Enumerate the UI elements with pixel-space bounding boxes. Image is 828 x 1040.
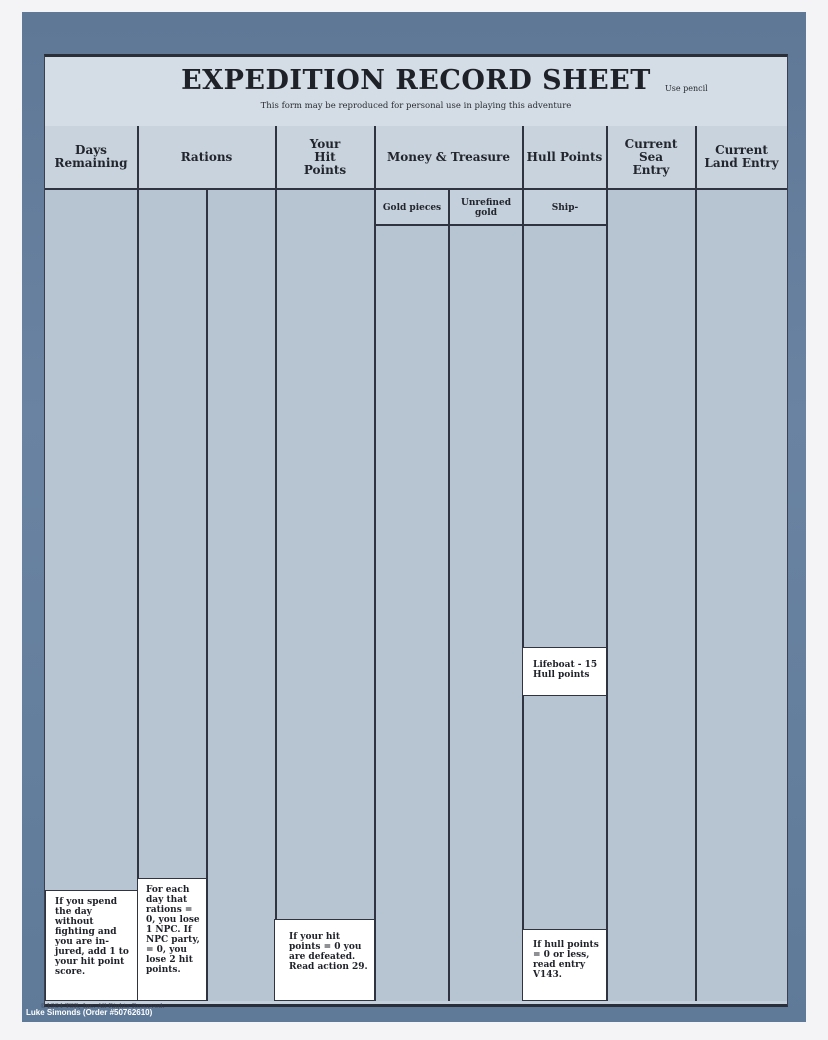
- rule: [137, 126, 139, 1001]
- col-header-rations: Rations: [180, 149, 233, 164]
- rule: [695, 126, 697, 1001]
- sheet-subtitle: This form may be reproduced for personal use in playing this adventure: [260, 101, 572, 111]
- col-header-money: Money & Treasure: [386, 149, 511, 164]
- col-header-hit-points: Your Hit Points: [303, 136, 347, 177]
- land-entry-column: [697, 190, 787, 1001]
- col-header-sea-entry: Current Sea Entry: [624, 136, 678, 177]
- hit-points-column: [277, 190, 374, 1001]
- use-pencil-note: Use pencil: [665, 84, 708, 93]
- scanned-page: [22, 12, 806, 1022]
- unrefined-gold-column: [450, 226, 522, 1001]
- sheet-title: EXPEDITION RECORD SHEET: [181, 65, 651, 96]
- rations-rule-note: For each day that rations = 0, you lose 1 NPC. If NPC party, = 0, you lose 2 hit points.: [137, 878, 207, 1001]
- record-sheet: [44, 54, 788, 1007]
- subheader-ship: Ship-: [551, 202, 579, 213]
- gold-pieces-column: [376, 226, 448, 1001]
- col-header-days: Days Remaining: [54, 143, 128, 170]
- hull-rule-note: If hull points = 0 or less, read entry V143.: [522, 929, 607, 1001]
- sea-entry-column: [608, 190, 695, 1001]
- days-column: [45, 190, 137, 1001]
- rule: [374, 126, 376, 1001]
- rule: [606, 126, 608, 1001]
- hull-column: [524, 226, 606, 1001]
- rule: [275, 126, 277, 1001]
- rule: [448, 190, 450, 1001]
- col-header-hull: Hull Points: [526, 149, 603, 164]
- col-header-land-entry: Current Land Entry: [704, 143, 779, 170]
- subheader-gold-pieces: Gold pieces: [382, 202, 442, 213]
- hit-points-rule-note: If your hit points = 0 you are defeated. Read action 29.: [274, 919, 375, 1001]
- title-band: [45, 57, 787, 128]
- days-rule-note: If you spend the day without fighting and you are in-jured, add 1 to your hit point score.: [45, 890, 138, 1001]
- lifeboat-note: Lifeboat - 15 Hull points: [522, 647, 607, 696]
- copyright-notice: ©1984 TSR, Inc. All Rights Reserved.: [40, 1002, 165, 1010]
- rations-column-b: [208, 190, 275, 1001]
- subheader-unrefined-gold: Unrefined gold: [461, 197, 511, 218]
- rule: [374, 224, 606, 226]
- order-watermark: Luke Simonds (Order #50762610): [26, 1008, 153, 1017]
- rule: [522, 126, 524, 1001]
